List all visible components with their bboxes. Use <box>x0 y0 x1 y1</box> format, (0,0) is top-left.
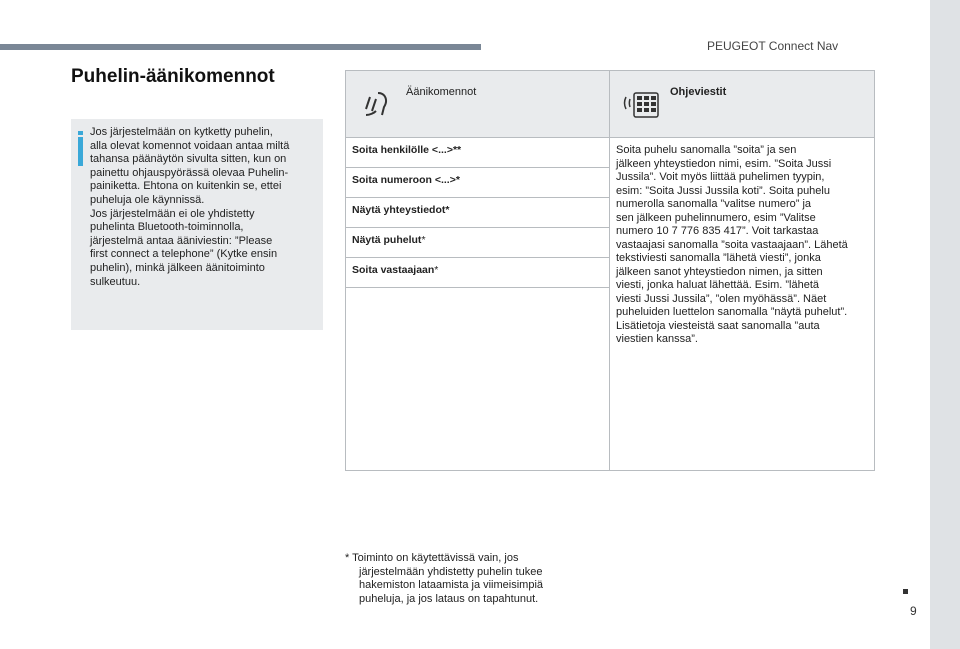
command-footnote-mark: * <box>455 174 460 186</box>
table-header-help-label: Ohjeviestit <box>670 86 727 98</box>
page-number: 9 <box>910 604 917 618</box>
command-label: Näytä yhteystiedot <box>352 204 446 216</box>
header-rule <box>0 44 481 50</box>
command-footnote-mark: * <box>445 204 450 216</box>
command-footnote-mark: ** <box>452 144 462 156</box>
table-header-commands <box>346 71 610 138</box>
page-title: Puhelin-äänikomennot <box>71 66 275 87</box>
command-empty-cell <box>346 288 610 471</box>
command-label: Näytä puhelut <box>352 234 422 246</box>
voice-command-icon <box>358 83 392 119</box>
help-text: Soita puhelu sanomalla ”soita” ja sen jälkeen yhteystiedon nimi, esim. ”Soita Jussi Jussila”. Voit myös liittää puhelimen tyypin, esim: ”Soita Jussi Jussila koti”. Soita puhelu numerolla sanomalla ”valitse numero” ja sen jälkeen puhelinnumero, esim ”Valitse numero 10 7 776 835 417”. Voit tarkastaa vastaajasi sanomalla ”soita vastaajaan”. Lähetä tekstiviesti sanomalla ”lähetä viesti”, jonka jälkeen sanot yhteystiedon nimen, ja sitten viesti, jonka haluat lähettää. Esim. ”lähetä viesti Jussi Jussila”, ”olen myöhässä”. Näet puheluiden luettelon sanomalla ”näytä puhelut”. Lisätietoja viesteistä saat sanomalla ”auta viestien kanssa”. <box>616 144 848 345</box>
command-label: Soita vastaajaan <box>352 264 435 276</box>
phone-message-icon <box>622 83 662 121</box>
header-brand: PEUGEOT Connect Nav <box>707 39 839 53</box>
help-text-cell <box>610 138 875 471</box>
table-header-commands-label: Äänikomennot <box>406 86 477 98</box>
command-call-contact <box>346 138 610 168</box>
page-edge-strip <box>930 0 960 649</box>
info-text: Jos järjestelmään on kytketty puhelin, alla olevat komennot voidaan antaa miltä tahansa päänäytön sivulta sitten, kun on painettu ohjauspyörässä olevaa Puhelin- painiketta. Ehtona on kuitenkin se, ettei puheluja ole käynnissä. Jos järjestelmään ei ole yhdistetty puhelinta Bluetooth-toiminnolla, järjestelmä antaa ääniviestin: ”Please first connect a telephone” (Kytke ensin puhelin), minkä jälkeen äänitoiminto sulkeutuu. <box>90 126 290 288</box>
footnote: * Toiminto on käytettävissä vain, jos järjestelmään yhdistetty puhelin tukee hakemiston lataamista ja viimeisimpiä puheluja, ja jos lataus on tapahtunut. <box>345 552 544 605</box>
continue-marker <box>903 589 908 594</box>
command-call-voicemail <box>346 258 610 288</box>
command-footnote-mark: * <box>434 264 439 276</box>
command-label: Soita numeroon <...> <box>352 174 456 186</box>
voice-command-table <box>345 70 875 471</box>
command-show-contacts <box>346 198 610 228</box>
info-box <box>71 119 323 330</box>
command-show-calls <box>346 228 610 258</box>
command-call-number <box>346 168 610 198</box>
command-label: Soita henkilölle <...> <box>352 144 453 156</box>
table-header-help <box>610 71 875 138</box>
command-footnote-mark: * <box>421 234 426 246</box>
